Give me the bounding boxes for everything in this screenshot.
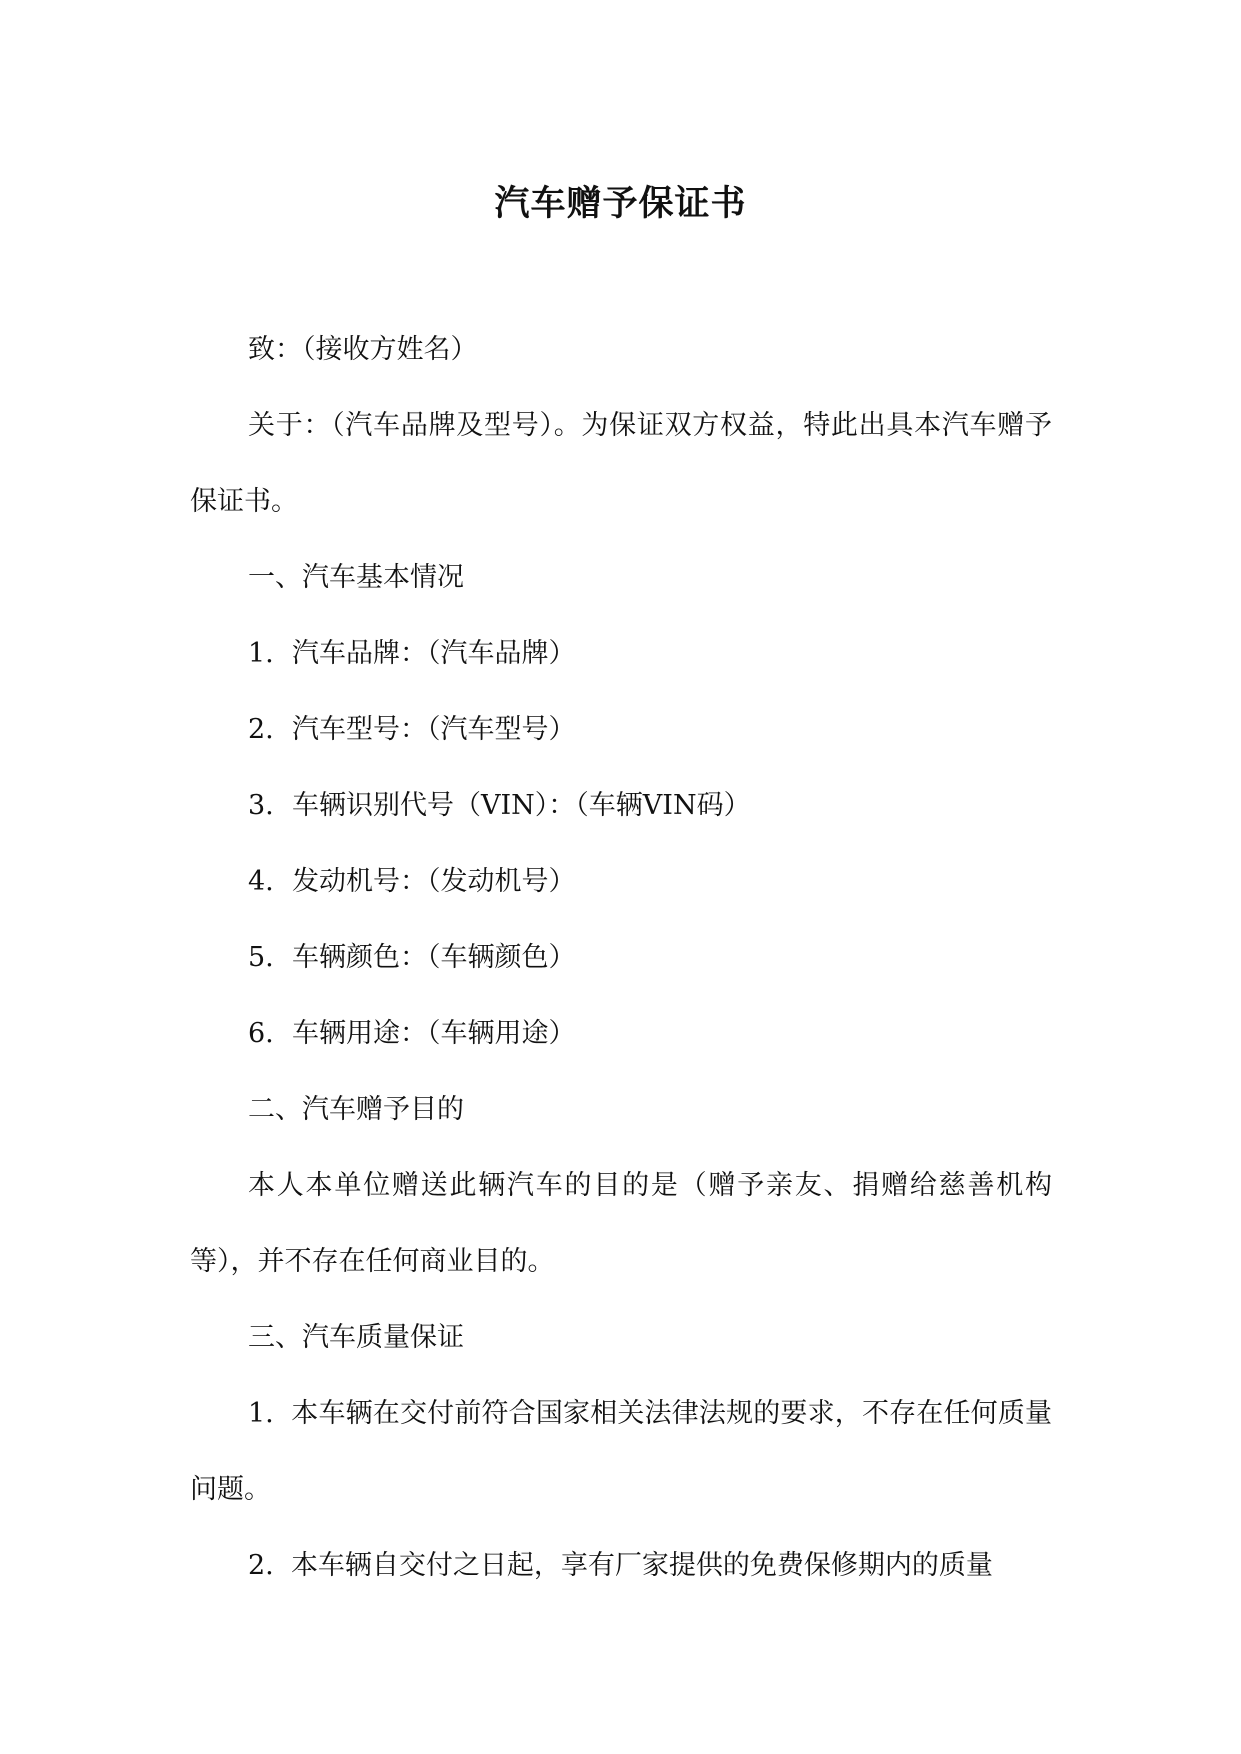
list-item bbox=[190, 768, 1052, 844]
item-text: 本车辆在交付前符合国家相关法律法规的要求，不存在任何质量问题。 bbox=[190, 1398, 1052, 1505]
gift-purpose-paragraph: 本人本单位赠送此辆汽车的目的是（赠予亲友、捐赠给慈善机构等），并不存在任何商业目的。 bbox=[190, 1170, 1052, 1277]
quality-item-1 bbox=[190, 1376, 1052, 1528]
item-number: 1. bbox=[248, 638, 274, 669]
list-item bbox=[190, 996, 1052, 1072]
item-text: 汽车品牌：（汽车品牌） bbox=[292, 638, 576, 669]
item-number: 4. bbox=[248, 866, 274, 897]
list-item bbox=[190, 920, 1052, 996]
item-number: 5. bbox=[248, 942, 274, 973]
item-number: 2. bbox=[248, 1550, 274, 1581]
document-body bbox=[190, 312, 1052, 1604]
intro-paragraph: 关于：（汽车品牌及型号）。为保证双方权益，特此出具本汽车赠予保证书。 bbox=[190, 410, 1052, 517]
item-number: 2. bbox=[248, 714, 274, 745]
quality-item-2 bbox=[190, 1528, 1052, 1604]
list-item bbox=[190, 844, 1052, 920]
list-item bbox=[190, 692, 1052, 768]
recipient-line: 致：（接收方姓名） bbox=[248, 334, 478, 365]
item-number: 6. bbox=[248, 1018, 274, 1049]
item-text: 车辆用途：（车辆用途） bbox=[292, 1018, 576, 1049]
document-title: 汽车赠予保证书 bbox=[494, 183, 747, 224]
section-heading-quality-guarantee: 三、汽车质量保证 bbox=[248, 1322, 464, 1353]
item-text: 发动机号：（发动机号） bbox=[292, 866, 576, 897]
item-number: 1. bbox=[248, 1398, 274, 1429]
list-item bbox=[190, 616, 1052, 692]
section-heading-gift-purpose: 二、汽车赠予目的 bbox=[248, 1094, 464, 1125]
item-number: 3. bbox=[248, 790, 274, 821]
item-text: 汽车型号：（汽车型号） bbox=[292, 714, 576, 745]
item-text: 车辆颜色：（车辆颜色） bbox=[292, 942, 576, 973]
section-heading-basic-info: 一、汽车基本情况 bbox=[248, 562, 464, 593]
item-text: 本车辆自交付之日起，享有厂家提供的免费保修期内的质量 bbox=[290, 1550, 993, 1581]
item-text: 车辆识别代号（VIN）：（车辆VIN码） bbox=[292, 790, 751, 821]
